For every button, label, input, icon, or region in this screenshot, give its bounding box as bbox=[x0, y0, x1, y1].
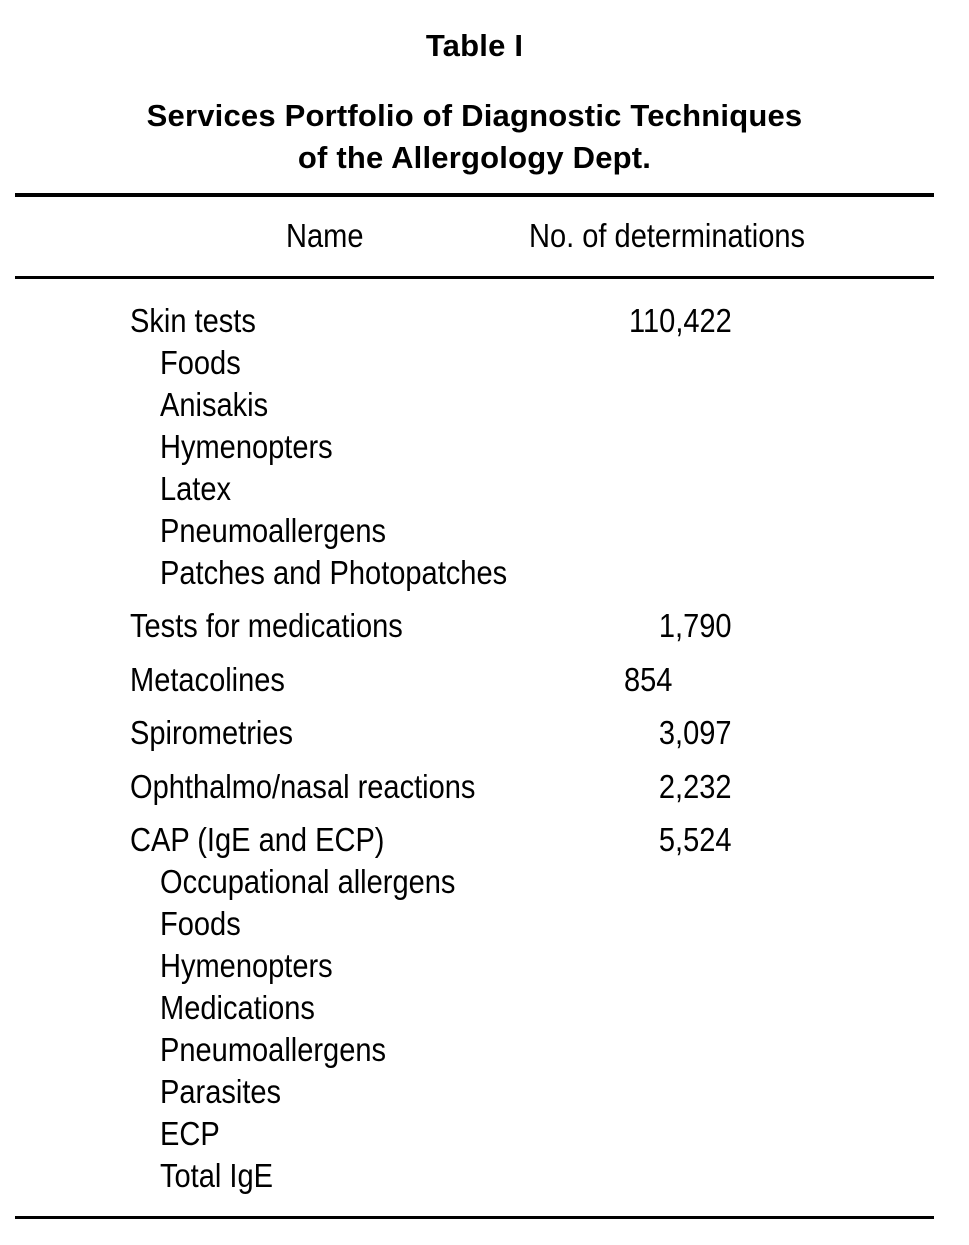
row-subitem: Patches and Photopatches bbox=[160, 554, 508, 591]
row-value: 1,790 bbox=[659, 607, 732, 644]
row-subitem: Medications bbox=[160, 989, 315, 1026]
table-label: Table I bbox=[425, 28, 524, 63]
row-value: 110,422 bbox=[629, 302, 732, 339]
row-subitem: Total IgE bbox=[160, 1157, 274, 1194]
row-value: 3,097 bbox=[659, 714, 732, 751]
row-value: 2,232 bbox=[659, 768, 732, 805]
column-header-name: Name bbox=[286, 217, 364, 254]
row-name: Spirometries bbox=[130, 714, 294, 751]
row-subitem: Parasites bbox=[160, 1073, 282, 1110]
row-subitem: Anisakis bbox=[160, 386, 269, 423]
row-subitem: Pneumoallergens bbox=[160, 1031, 387, 1068]
row-subitem: ECP bbox=[160, 1115, 220, 1152]
row-name: Ophthalmo/nasal reactions bbox=[130, 768, 476, 805]
bottom-rule bbox=[15, 1216, 934, 1219]
row-subitem: Foods bbox=[160, 344, 241, 381]
table-title bbox=[0, 95, 949, 179]
row-subitem: Occupational allergens bbox=[160, 863, 456, 900]
table-title-line-1: Services Portfolio of Diagnostic Techniques bbox=[146, 98, 803, 133]
row-name: Tests for medications bbox=[130, 607, 403, 644]
column-header-count: No. of determinations bbox=[529, 217, 806, 254]
row-value: 5,524 bbox=[659, 821, 732, 858]
row-name: Skin tests bbox=[130, 302, 256, 339]
row-name: Metacolines bbox=[130, 661, 285, 698]
row-subitem: Hymenopters bbox=[160, 947, 333, 984]
table-title-line-2: of the Allergology Dept. bbox=[297, 140, 652, 175]
header-rule bbox=[15, 276, 934, 279]
row-subitem: Hymenopters bbox=[160, 428, 333, 465]
top-rule bbox=[15, 193, 934, 197]
row-name: CAP (IgE and ECP) bbox=[130, 821, 385, 858]
row-subitem: Foods bbox=[160, 905, 241, 942]
row-value: 854 bbox=[624, 661, 673, 698]
row-subitem: Latex bbox=[160, 470, 232, 507]
row-subitem: Pneumoallergens bbox=[160, 512, 387, 549]
